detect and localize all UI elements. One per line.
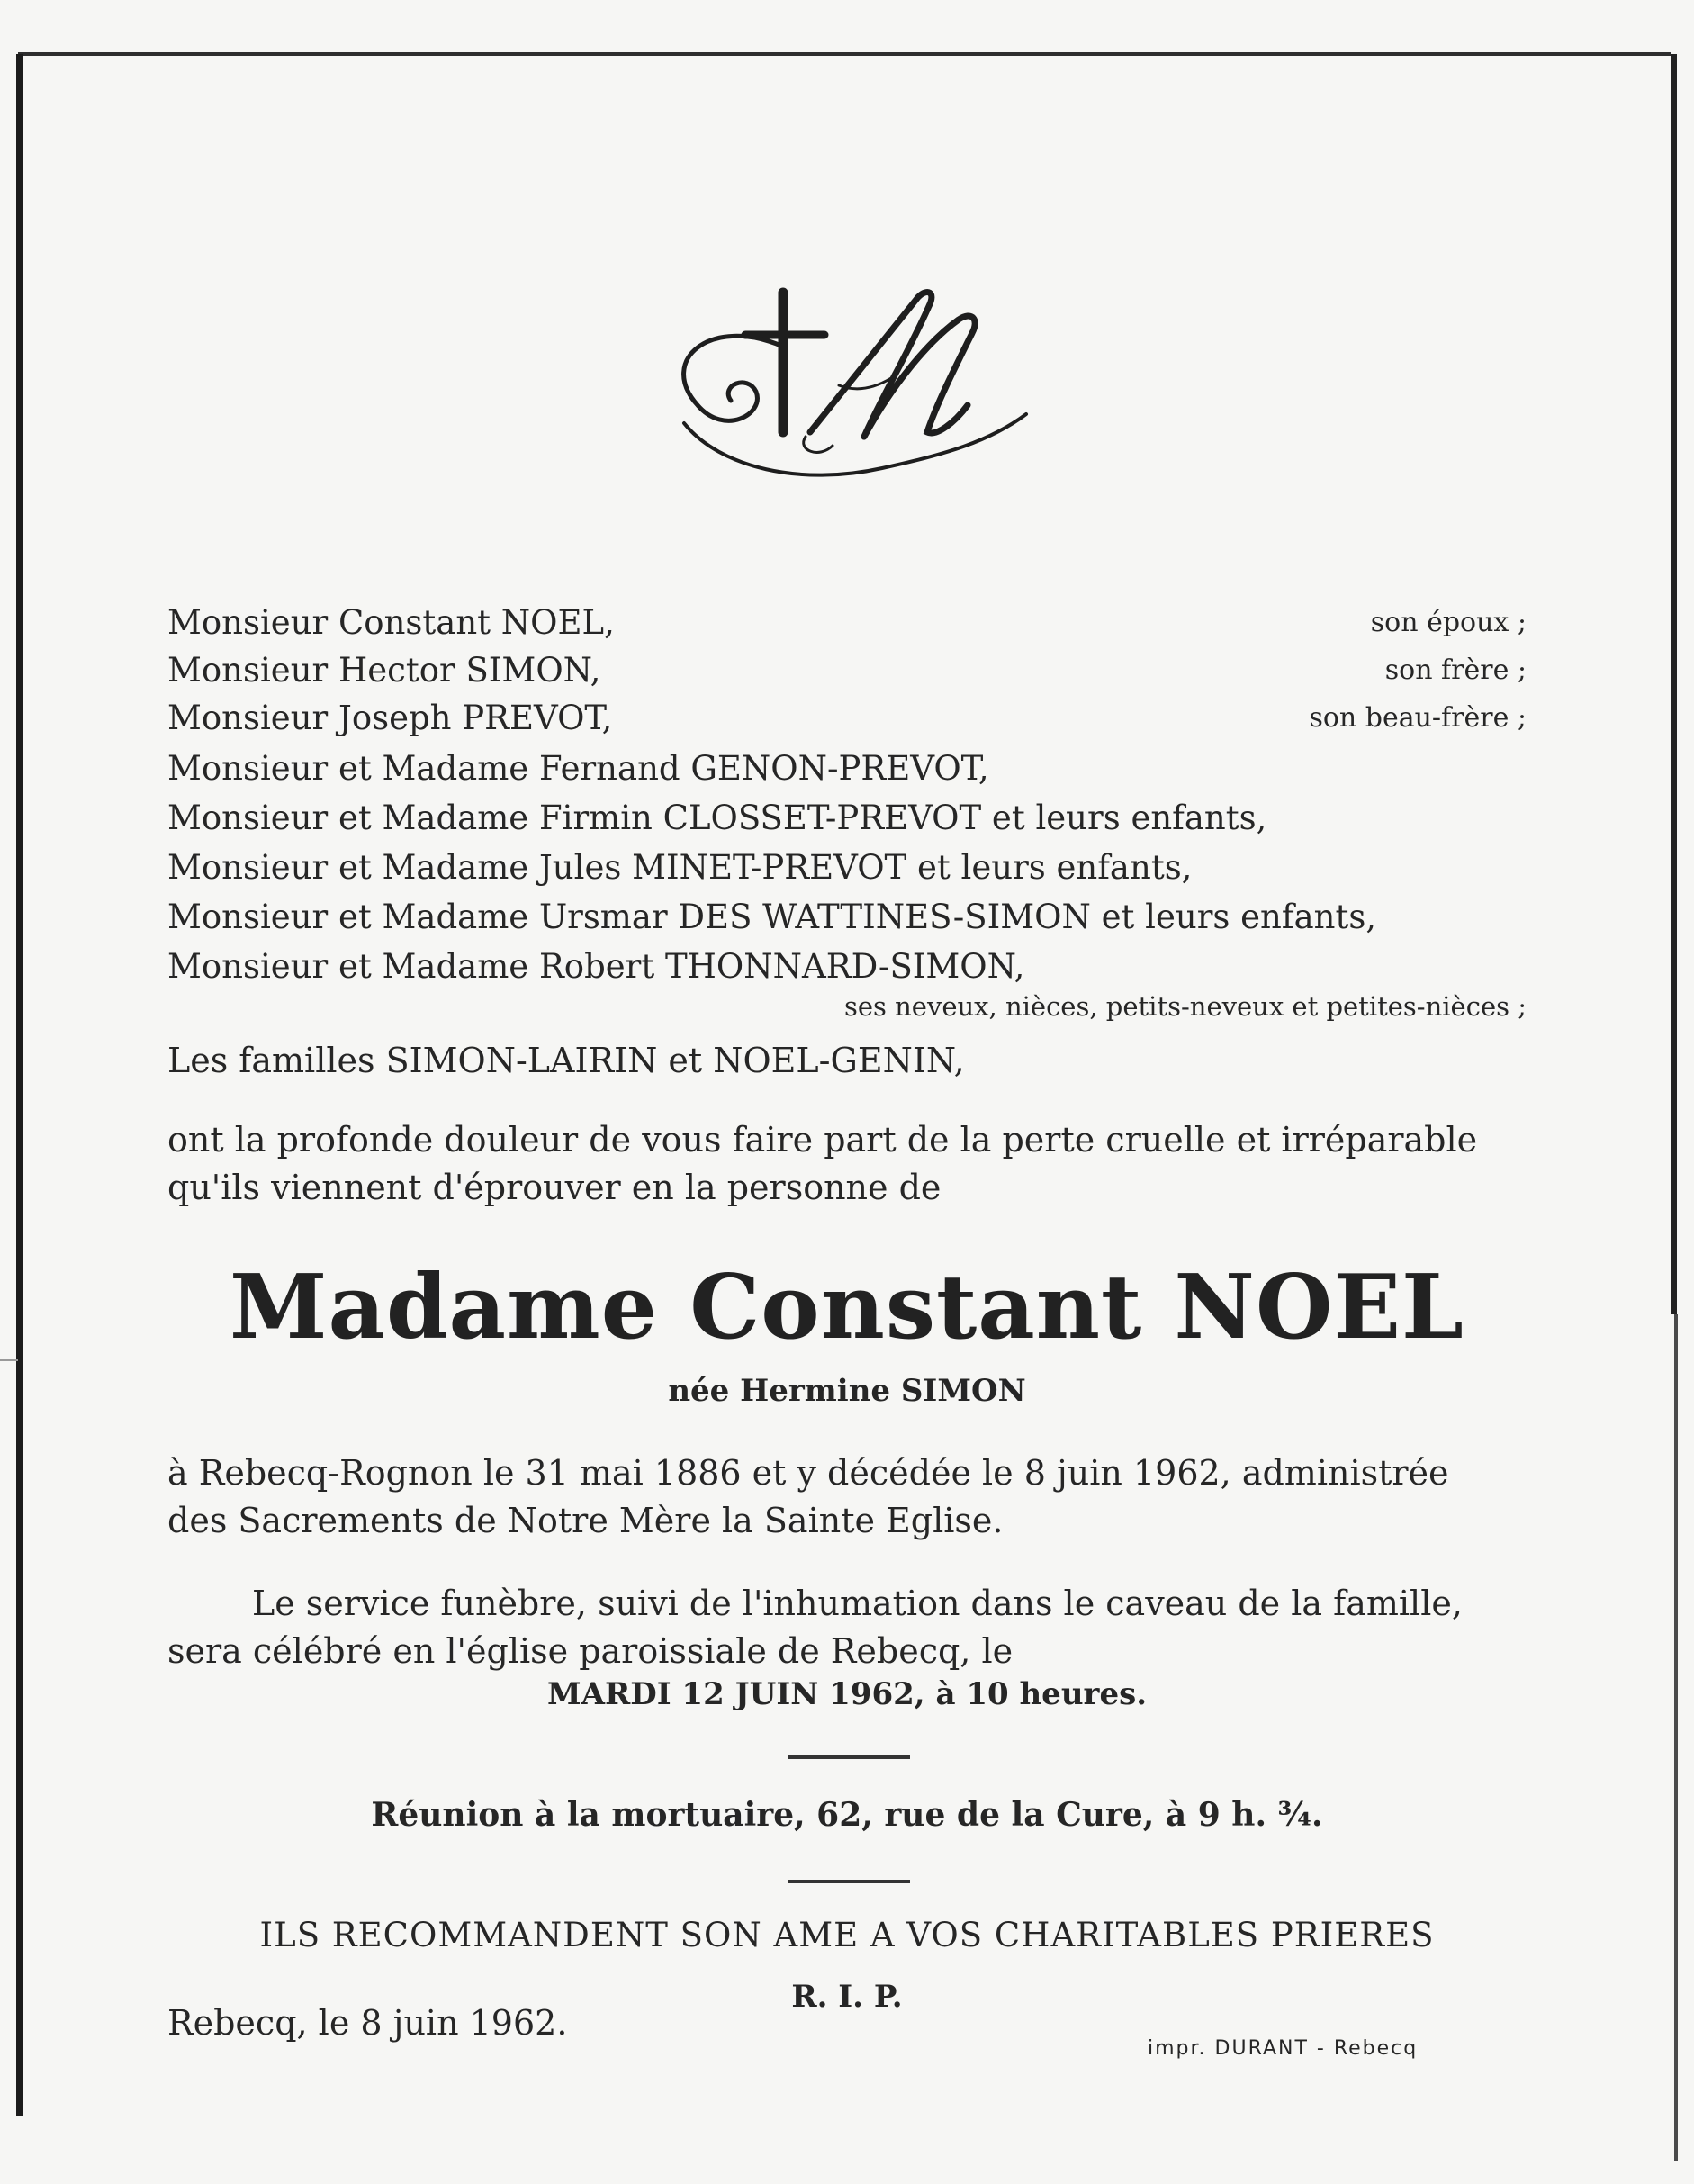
announcement-line-1: ont la profonde douleur de vous faire part de la perte cruelle et irréparable [167,1120,1478,1160]
right-border-lower [1674,1314,1678,2161]
printer-credit: impr. DURANT - Rebecq [1148,2037,1419,2060]
right-border [1671,54,1677,1314]
family-row [167,697,1527,740]
family-relation: son frère ; [1384,654,1527,686]
family-row [167,945,1527,988]
family-relation: son époux ; [1370,607,1527,638]
meeting-info: Réunion à la mortuaire, 62, rue de la Cure, à 9 h. ¾. [371,1796,1323,1834]
deceased-name: Madame Constant NOEL [230,1256,1464,1359]
family-row [167,649,1527,692]
service-date: MARDI 12 JUIN 1962, à 10 heures. [546,1676,1148,1712]
cross-monogram-icon [648,279,1044,513]
family-member: Monsieur Constant NOEL, [167,603,615,642]
family-row [167,797,1527,840]
family-member: Monsieur Joseph PREVOT, [167,699,613,737]
service-line-2: sera célébré en l'église paroissiale de Rebecq, le [167,1631,1014,1671]
family-row [167,846,1527,889]
divider [788,1880,910,1883]
family-member: Monsieur et Madame Ursmar DES WATTINES-SIMON et leurs enfants, [167,898,1377,936]
family-relation: son beau-frère ; [1309,702,1527,734]
family-member: Monsieur Hector SIMON, [167,651,601,690]
family-row [167,601,1527,645]
rip: R. I. P. [791,1979,903,2015]
margin-tick [0,1359,18,1361]
divider [788,1755,910,1759]
birth-death-line-1: à Rebecq-Rognon le 31 mai 1886 et y décédée le 8 juin 1962, administrée [167,1453,1449,1493]
family-row [167,896,1527,939]
family-member: Monsieur et Madame Firmin CLOSSET-PREVOT et leurs enfants, [167,799,1267,837]
maiden-name: née Hermine SIMON [668,1373,1026,1409]
nephews-relation: ses neveux, nièces, petits-neveux et petites-nièces ; [843,991,1527,1022]
family-member: Monsieur et Madame Fernand GENON-PREVOT, [167,749,989,788]
families-line: Les familles SIMON-LAIRIN et NOEL-GENIN, [167,1041,965,1080]
announcement-line-2: qu'ils viennent d'éprouver en la personne de [167,1168,942,1207]
birth-death-line-2: des Sacrements de Notre Mère la Sainte Eglise. [167,1501,1004,1540]
prayer-request: ILS RECOMMANDENT SON AME A VOS CHARITABLES PRIERES [259,1916,1435,1954]
place-date: Rebecq, le 8 juin 1962. [167,2003,568,2043]
family-member: Monsieur et Madame Robert THONNARD-SIMON, [167,947,1025,986]
top-border [18,52,1671,56]
service-line-1: Le service funèbre, suivi de l'inhumation dans le caveau de la famille, [252,1584,1463,1623]
family-row [167,747,1527,790]
family-member: Monsieur et Madame Jules MINET-PREVOT et leurs enfants, [167,848,1193,887]
